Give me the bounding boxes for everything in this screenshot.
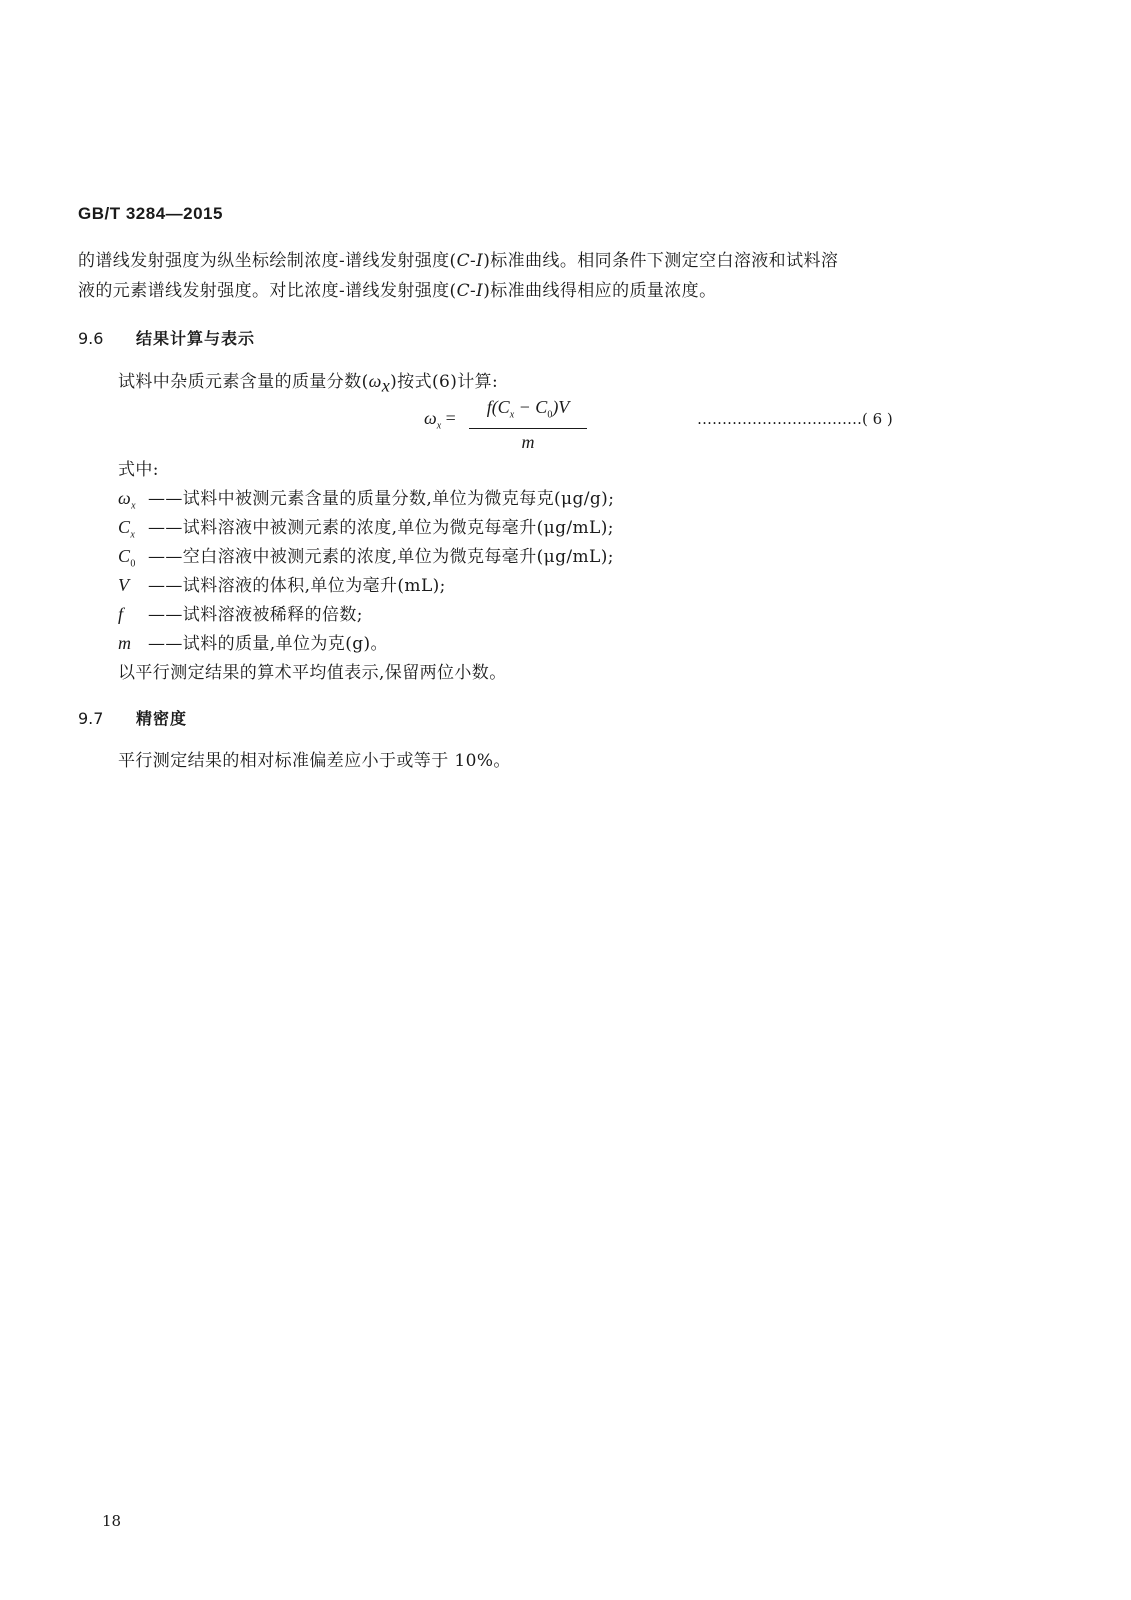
section-title: 精密度 xyxy=(136,709,188,728)
equation-number: ……………………………( 6 ) xyxy=(697,410,893,428)
definition-item: f ——试料溶液被稀释的倍数; xyxy=(118,604,363,625)
section-heading-9-7 xyxy=(78,706,187,729)
standard-code: GB/T 3284—2015 xyxy=(78,204,223,223)
definition-symbol: f xyxy=(118,604,124,624)
fraction-bar xyxy=(469,428,587,429)
page-number: 18 xyxy=(102,1512,122,1530)
precision-text: 平行测定结果的相对标准偏差应小于或等于 10%。 xyxy=(118,751,511,771)
formula-denominator: m xyxy=(521,431,535,452)
formula-lead-text: 试料中杂质元素含量的质量分数$(\omega_x)$按式(6)计算: xyxy=(118,371,499,396)
definition-item: $C_0$ ——空白溶液中被测元素的浓度,单位为微克每毫升(μg/mL); xyxy=(118,546,614,570)
definition-symbol: V xyxy=(118,575,130,595)
section-heading-9-6 xyxy=(78,326,255,349)
definition-symbol: m xyxy=(118,633,132,653)
definition-item: V ——试料溶液的体积,单位为毫升(mL); xyxy=(118,575,446,596)
definition-symbol: $C_0$ xyxy=(118,546,136,570)
definition-item: $C_x$ ——试料溶液中被测元素的浓度,单位为微克每毫升(μg/mL); xyxy=(118,517,614,541)
section-number: 9.6 xyxy=(78,329,104,348)
result-note: 以平行测定结果的算术平均值表示,保留两位小数。 xyxy=(118,663,507,683)
intro-line-1: 的谱线发射强度为纵坐标绘制浓度-谱线发射强度(C-I)标准曲线。相同条件下测定空白溶液和试料溶 xyxy=(78,251,839,271)
definition-symbol: $C_x$ xyxy=(118,517,136,541)
formula-fraction xyxy=(469,396,587,453)
ci-symbol: C-I xyxy=(456,281,484,301)
intro-paragraph xyxy=(78,246,958,306)
definition-item: m ——试料的质量,单位为克(g)。 xyxy=(118,633,388,654)
formula-lhs: $\omega_x$ = xyxy=(424,408,456,432)
ci-symbol: C-I xyxy=(456,251,484,271)
definition-symbol: $\omega_x$ xyxy=(118,488,136,512)
intro-line-2: 液的元素谱线发射强度。对比浓度-谱线发射强度(C-I)标准曲线得相应的质量浓度。 xyxy=(78,281,717,301)
where-label: 式中: xyxy=(118,460,159,480)
section-title: 结果计算与表示 xyxy=(136,329,256,348)
section-number: 9.7 xyxy=(78,709,104,728)
formula-numerator: $f(C_x - C_0)V$ xyxy=(486,397,570,421)
definition-item: $\omega_x$ ——试料中被测元素含量的质量分数,单位为微克每克(μg/g); xyxy=(118,488,615,512)
